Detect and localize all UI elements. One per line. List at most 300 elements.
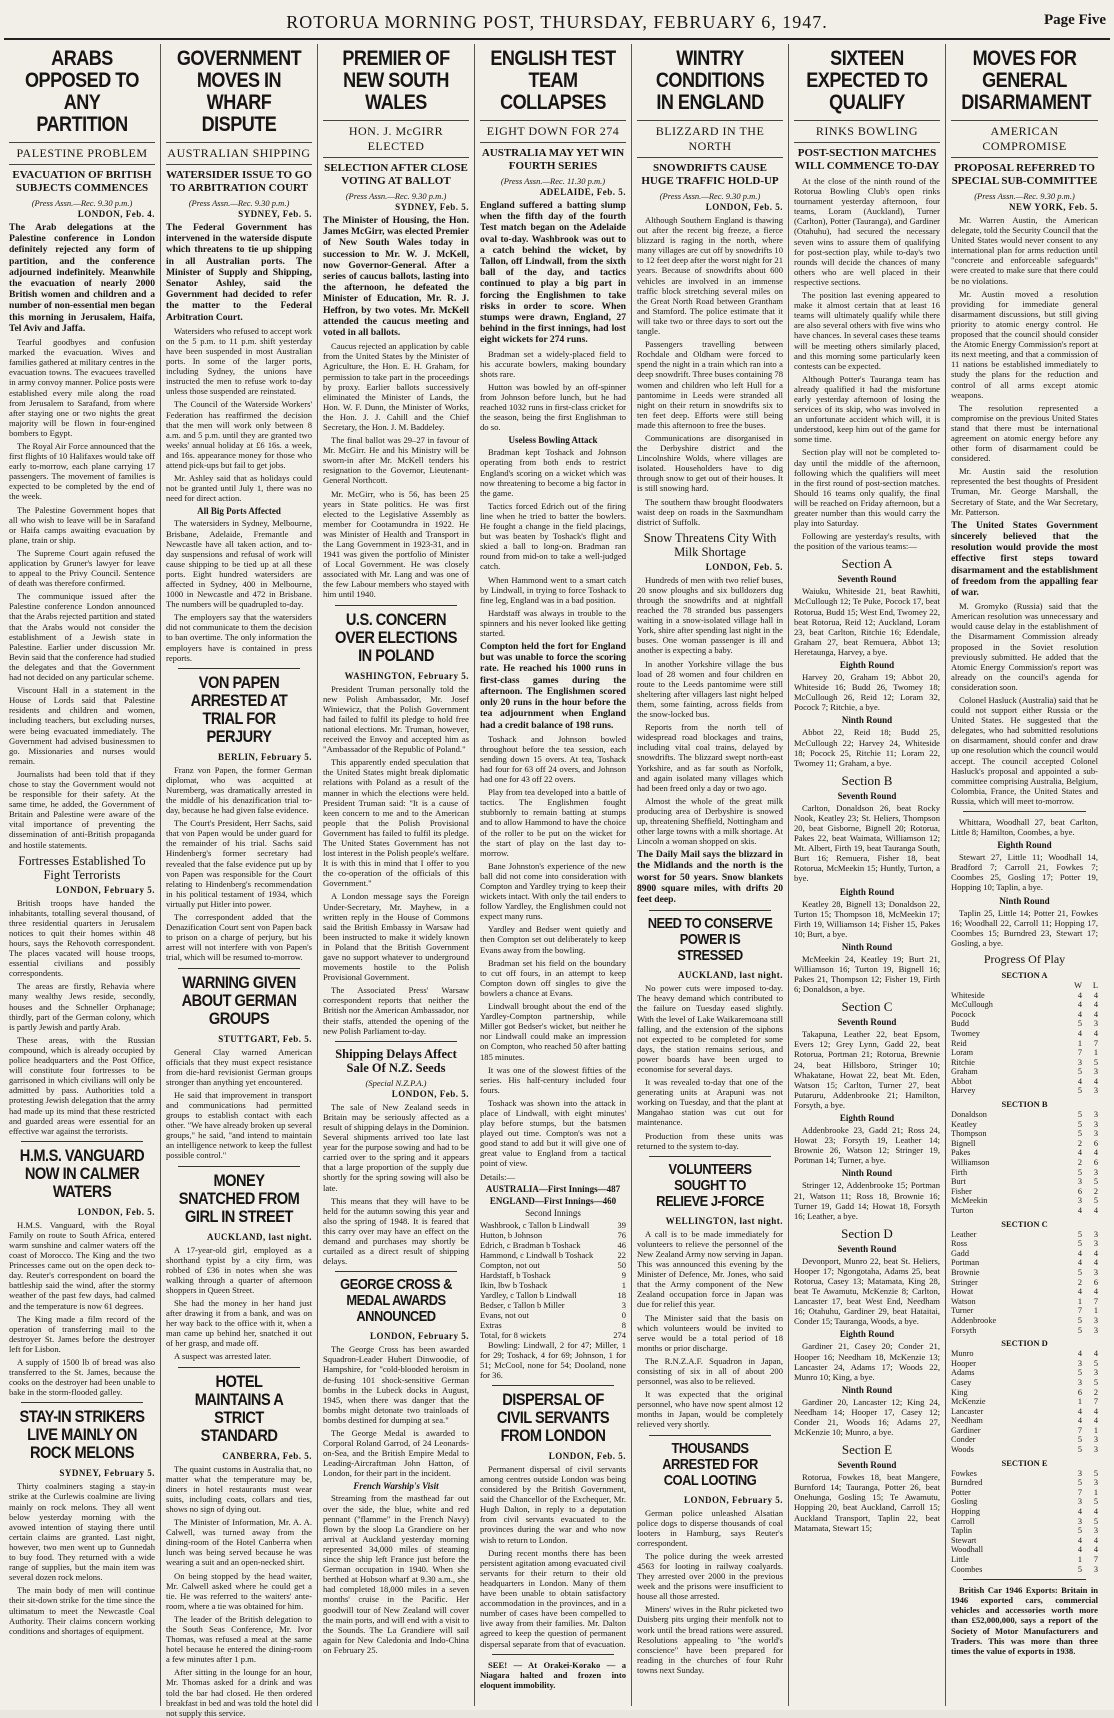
total-label: Total, for 8 wickets <box>480 1329 546 1340</box>
round-heading: Seventh Round <box>837 790 897 801</box>
batsman-runs: 1 <box>621 1279 626 1290</box>
round-heading: Ninth Round <box>841 715 893 726</box>
team-losses: 5 <box>1093 1516 1098 1526</box>
source-line: (Press Assn.—Rec. 9.30 p.m.) <box>188 198 290 208</box>
round-heading: Eighth Round <box>839 660 895 671</box>
divider <box>335 605 457 606</box>
divider <box>178 1166 300 1167</box>
team-wins: 7 <box>1077 1487 1082 1497</box>
divider <box>649 910 771 911</box>
dateline: LONDON, Feb. 5. <box>705 202 783 212</box>
divider <box>21 1141 143 1142</box>
batsman-row <box>480 1300 626 1310</box>
round-results: Rotorua, Fowkes 18, beat Mangere, Burnford 14; Tauranga, Potter 26, beat Onehunga, Gosling 15; Te Awamutu, Hopping 20, beat Auckland, Carroll 15; Auckland Transport, Taplin 22, beat Matamata, Stewart 15; <box>794 1472 940 1533</box>
round-results: Gardiner 21, Casey 20; Conder 21, Hooper 16; Needham 18, McKenzie 13; Lancaster 24, Adams 17; Woods 22, Munro 10; King, a bye. <box>794 1341 940 1382</box>
team-name: McMeekin <box>951 1196 988 1206</box>
round-results: Addenbrooke 23, Gadd 21; Ross 24, Howat 23; Forsyth 19, Leather 14; Brownie 26, Watson 12; Stringer 19, Portman 14; Turner, a bye. <box>794 1125 940 1166</box>
headline: VOLUNTEERS SOUGHT TO RELIEVE J-FORCE <box>656 1160 764 1210</box>
subheading: PALESTINE PROBLEM <box>9 142 155 165</box>
headline: MONEY SNATCHED FROM GIRL IN STREET <box>178 1170 300 1226</box>
paragraph: The Council of the Waterside Workers' Federation has reaffirmed the decision that the men will work only between 8 a.m. and 5 p.m. until they are granted two weeks' annual holiday at £6 16s. a week, and 16s. appearance money for those who attend pick-ups but fail to get jobs. <box>166 399 312 471</box>
progress-row <box>951 1297 1098 1307</box>
team-wins: 1 <box>1077 1296 1082 1306</box>
headline: U.S. CONCERN OVER ELECTIONS IN POLAND <box>335 609 457 665</box>
headline: ENGLISH TEST TEAM COLLAPSES <box>490 47 616 114</box>
team-name: Taplin <box>951 1526 973 1536</box>
team-wins: 5 <box>1077 1478 1082 1488</box>
bowling-figures: Bowling: Lindwall, 2 for 47; Miller, 1 for 29; Toshack, 4 for 69; Johnson, 1 for 51; McCool, none for 54; Dooland, none for 36. <box>480 1339 626 1380</box>
subheading: BLIZZARD IN THE NORTH <box>637 120 783 158</box>
subheading: AUSTRALIAN SHIPPING <box>166 142 312 165</box>
team-wins: 2 <box>1077 1138 1082 1148</box>
dateline: LONDON, February 5. <box>370 1331 469 1342</box>
round-heading: Seventh Round <box>837 1460 897 1471</box>
batsman-row <box>480 1250 626 1260</box>
team-losses: 7 <box>1093 1555 1098 1565</box>
paragraph: The main body of men will continue their sit-down strike for the time since the ultimatum to meet the Newcastle Coal Authority. Their claims concern working conditions and shortages of equipment. <box>9 1585 155 1636</box>
progress-row <box>951 991 1098 1001</box>
scorecard-rows <box>480 1220 626 1330</box>
team-losses: 2 <box>1093 1186 1098 1196</box>
subheading: Fortresses Established To Fight Terrorists <box>18 853 146 882</box>
team-wins: 3 <box>1077 1468 1082 1478</box>
dateline: LONDON, Feb. 5. <box>77 1206 155 1217</box>
paragraph: This apparently ended speculation that the United States might break diplomatic relations with Poland as a result of the manner in which the elections were held. President Truman said: "It is a cause of keen concern to me and to the American people that the Polish Provisional Government has failed to fulfil its pledge. The United States Government has not lost interest in the Polish people's welfare. It is with this in mind that I offer to you the co-operation of the officials of this Government." <box>323 757 469 889</box>
section-heading: Section B <box>841 772 893 788</box>
round-results: Abbot 22, Reid 18; Budd 25, McCullough 22; Harvey 24, Whiteside 18; Pocock 25, Ritchie 11; Loram 22, Twomey 11; Graham, a bye. <box>794 727 940 768</box>
paragraph: The Minister said that the basis on which volunteers would be invited to serve would be a total period of 18 months or prior discharge. <box>637 1312 783 1353</box>
paragraph: British troops have handed the inhabitants, totalling several thousand, of three residential quarters in Jerusalem notices to quit their homes within 48 hours, says the Rehovoth correspondent. The places vacated will house troops, essential civilians and possibly correspondents. <box>9 897 155 979</box>
paragraph: The areas are firstly, Rehavia where many wealthy Jews reside, secondly, houses and the Schneller Orphanage; thirdly, part of the German colony, which is partly Jewish and partly Arab. <box>9 981 155 1032</box>
team-losses: 3 <box>1093 1564 1098 1574</box>
deck: WATERSIDER ISSUE TO GO TO ARBITRATION COURT <box>166 169 312 194</box>
team-name: Carroll <box>951 1516 975 1526</box>
team-losses: 6 <box>1093 1277 1098 1287</box>
team-losses: 3 <box>1093 1110 1098 1120</box>
paragraph: The employers say that the watersiders did not communicate to them the decision to ban overtime. The only information the employers have is contained in press reports. <box>166 612 312 663</box>
paragraph: In another Yorkshire village the bus load of 28 women and four children en route to the Leeds pantomime were still sheltering after villagers last night helped them, some fainting, across fields from the snow-locked bus. <box>637 658 783 720</box>
team-losses: 3 <box>1093 1478 1098 1488</box>
team-wins: 5 <box>1077 1110 1082 1120</box>
team-name: Turton <box>951 1206 974 1216</box>
losses-header: L <box>1092 980 1098 990</box>
paragraph: M. Gromyko (Russia) said that the American resolution was unnecessary and would cause delay in the establishment of the Disarmament Commission already proposed in the Soviet resolution previously submitted. He added that the Atomic Energy Commission's report was already on the council's agenda for consideration soon. <box>951 601 1098 692</box>
progress-row <box>951 1306 1098 1316</box>
divider <box>963 1579 1086 1580</box>
headline: NEED TO CONSERVE POWER IS STRESSED <box>647 915 773 965</box>
team-losses: 4 <box>1093 1028 1098 1038</box>
progress-row <box>951 1177 1098 1187</box>
team-wins: 4 <box>1077 990 1082 1000</box>
innings-heading: ENGLAND—First Innings—460 <box>489 1195 617 1206</box>
progress-row <box>951 1517 1098 1527</box>
progress-row <box>951 1158 1098 1168</box>
progress-row <box>951 1067 1098 1077</box>
column-4 <box>475 44 632 1706</box>
batsman-runs: 9 <box>621 1269 626 1280</box>
paragraph: German police unleashed Alsatian police dogs to disperse thousands of coal looters in Hamburg, says Reuter's correspondent. <box>637 1507 783 1548</box>
paragraph: Reports from the north tell of widespread road blockages and trains, including vital coal trains, delayed by snowdrifts. The blizzard swept north-east Yorkshire, and as far south as Norfolk, and again isolated many villages which had been freed only a day or two ago. <box>637 722 783 793</box>
team-losses: 3 <box>1093 1067 1098 1077</box>
team-name: Whiteside <box>951 990 985 1000</box>
progress-row <box>951 1196 1098 1206</box>
paragraph: Passengers travelling between Rochdale and Oldham were forced to spend the night in a train which ran into a deep snowdrift. Three buses containing 78 women and children who left Hull for a pantomime in Leeds were stranded all night on their return in snowdrifts six to ten feet deep. Efforts were still being made this afternoon to free the buses. <box>637 339 783 430</box>
batsman-name: Yardley, c Tallon b Lindwall <box>480 1289 577 1300</box>
team-name: Keatley <box>951 1119 977 1129</box>
team-losses: 3 <box>1093 1267 1098 1277</box>
progress-row <box>951 1388 1098 1398</box>
team-wins: 5 <box>1077 1435 1082 1445</box>
team-losses: 6 <box>1093 1138 1098 1148</box>
team-name: McCullough <box>951 1000 993 1010</box>
batsman-row <box>480 1260 626 1270</box>
team-wins: 7 <box>1077 1425 1082 1435</box>
team-losses: 4 <box>1093 1535 1098 1545</box>
paragraph: At the close of the ninth round of the Rotorua Bowling Club's open rinks tournament yesterday afternoon, four teams, Loram (Auckland), Turner (Carlton), Potter (Tauranga), and Gardiner (Otahuhu), had secured the necessary seven wins to assure them of qualifying for post-section play, while to-day's two rounds will decide the chances of many others who are well placed in their respective sections. <box>794 176 940 287</box>
round-heading: Seventh Round <box>837 574 897 585</box>
team-losses: 3 <box>1093 1119 1098 1129</box>
total-runs: 274 <box>613 1329 626 1340</box>
progress-row <box>951 1129 1098 1139</box>
dateline: LONDON, Feb. 5. <box>548 1450 626 1461</box>
divider <box>178 968 300 969</box>
paragraph: Tearful goodbyes and confusion marked the evacuation. Wives and families gathered at military centres in the evacuation towns. The evacuees travelled in army convoy manner. Police posts were established every mile along the road from Jerusalem to Sarafand, from where after staying one or two nights the great majority will be flown in four-engined bombers to Egypt. <box>9 337 155 438</box>
team-wins: 3 <box>1077 1377 1082 1387</box>
round-results: Keatley 28, Bignell 13; Donaldson 22, Turton 15; Thompson 18, McMeekin 17; Firth 19, Williamson 14; Fisher 15, Pakes 10; Burt, a bye. <box>794 898 940 939</box>
batsman-row <box>480 1230 626 1240</box>
team-name: Munro <box>951 1349 974 1359</box>
progress-row <box>951 1545 1098 1555</box>
column-3 <box>318 44 475 1706</box>
team-losses: 3 <box>1093 1526 1098 1536</box>
deck: PROPOSAL REFERRED TO SPECIAL SUB-COMMITTEE <box>951 162 1098 187</box>
paragraph: The position last evening appeared to make it almost certain that at least 16 teams will ultimately qualify while there are also several others with five wins who have chances. In several cases these teams will be meeting others similarly placed, and this morning some particularly keen contests can be expected. <box>794 290 940 371</box>
paragraph: The Royal Air Force announced that the first flights of 10 Halifaxes would take off early to-morrow, each plane carrying 17 passengers. The movement of families is expected to be completed by the end of the week. <box>9 440 155 502</box>
progress-row <box>951 1368 1098 1378</box>
headline: SIXTEEN EXPECTED TO QUALIFY <box>806 47 928 114</box>
progress-row <box>951 1359 1098 1369</box>
team-losses: 3 <box>1093 1167 1098 1177</box>
headline: ARABS OPPOSED TO ANY PARTITION <box>25 47 139 136</box>
dateline: NEW YORK, Feb. 5. <box>1008 202 1098 212</box>
divider <box>21 1402 143 1403</box>
paragraph: The King made a film record of the operation of transferring mail to the destroyer St. James before the destroyer left for Lisbon. <box>9 1313 155 1354</box>
divider <box>649 1156 771 1157</box>
team-wins: 5 <box>1077 1167 1082 1177</box>
team-name: McKenzie <box>951 1397 986 1407</box>
deck: SNOWDRIFTS CAUSE HUGE TRAFFIC HOLD-UP <box>641 162 779 187</box>
batsman-name: Edrich, c Bradman b Toshack <box>480 1239 581 1250</box>
team-name: Needham <box>951 1416 983 1426</box>
team-losses: 3 <box>1093 1368 1098 1378</box>
team-name: Woods <box>951 1445 974 1455</box>
paragraph: President Truman personally told the new Polish Ambassador, Mr. Josef Winiewicz, that the Polish Government had failed to fulfil its pledge to hold free national elections. Mr. Truman, however, received the Envoy and accepted him as "Ambassador of the Republic of Poland." <box>323 683 469 755</box>
innings-heading: AUSTRALIA—First Innings—487 <box>485 1183 621 1194</box>
team-wins: 5 <box>1077 1325 1082 1335</box>
advert-note: SEE! — At Orakei-Korako — a Niagara halted and frozen into eloquent immobility. <box>480 1659 626 1690</box>
lead-paragraph: The Federal Government has intervened in the waterside dispute which threatens to tie up shipping in all Australian ports. The Minister of Supply and Shipping, Senator Ashley, said the Government had decided to refer the matter to the Federal Arbitration Court. <box>166 222 312 323</box>
paragraph: Mr. Warren Austin, the American delegate, told the Security Council that the United States would never consent to any international plan for arms reduction until "concrete and enforceable safeguards" were created to make sure that there could be no violations. <box>951 215 1098 286</box>
batsman-row <box>480 1310 626 1320</box>
team-wins: 5 <box>1077 1564 1082 1574</box>
team-name: Reid <box>951 1038 967 1048</box>
paragraph: Although Southern England is thawing out after the recent big freeze, a fierce blizzard is raging in the north, where many villages are cut off by snowdrifts 10 to 12 feet deep after the worst night for 21 years. Because of snowdrifts about 600 vehicles are involved in an immense traffic block stretching several miles on the Great North Road between Grantham and Stamford. The police estimate that it will take two or three days to sort out the tangle. <box>637 215 783 337</box>
progress-row <box>951 1488 1098 1498</box>
minor-heading: All Big Ports Affected <box>197 506 281 517</box>
team-losses: 4 <box>1093 1076 1098 1086</box>
headline: GEORGE CROSS & MEDAL AWARDS ANNOUNCED <box>340 1276 452 1326</box>
team-losses: 4 <box>1093 1287 1098 1297</box>
paragraph: Miners' wives in the Ruhr picketed two Duisberg pits urging their menfolk not to work until the bread rations were assured. Resolutions appealing to "the world's conscience" have been prepared for reading in the churches of four Ruhr towns next Sunday. <box>637 1604 783 1675</box>
team-name: Fowkes <box>951 1468 977 1478</box>
paragraph: Hutton was bowled by an off-spinner from Johnson before lunch, but he had reached 1032 runs in first-class cricket for the season, being the first Englishman to do so. <box>480 381 626 433</box>
team-wins: 3 <box>1077 1497 1082 1507</box>
team-losses: 4 <box>1093 1206 1098 1216</box>
batsman-row <box>480 1220 626 1230</box>
batsman-runs: 46 <box>617 1239 626 1250</box>
dateline: WASHINGTON, February 5. <box>344 670 469 681</box>
headline: STAY-IN STRIKERS LIVE MAINLY ON ROCK MELONS <box>19 1407 145 1463</box>
progress-row <box>951 1206 1098 1216</box>
column-5 <box>632 44 789 1706</box>
round-results: Gardiner 20, Lancaster 12; King 24, Needham 14; Hooper 17, Casey 12; Conder 21, Woods 16; Adams 27, McKenzie 10; Munro, a bye. <box>794 1396 940 1438</box>
team-name: Burt <box>951 1177 966 1187</box>
team-name: Lancaster <box>951 1406 984 1416</box>
progress-row <box>951 1416 1098 1426</box>
team-wins: 3 <box>1077 1057 1082 1067</box>
progress-row <box>951 1230 1098 1240</box>
team-wins: 4 <box>1077 1287 1082 1297</box>
paragraph: The resolution represented a compromise on the previous United States stand that there must be international agreement on atomic energy before any other form of disarmament could be considered. <box>951 402 1098 464</box>
team-name: Pocock <box>951 1009 976 1019</box>
progress-header-spacer <box>951 981 1066 991</box>
team-losses: 6 <box>1093 1158 1098 1168</box>
paragraph: Section play will not be completed to-day until the middle of the afternoon, following which the qualifiers will meet in the first round of post-section matches. Should 16 teams only qualify, the final will be reached on Friday afternoon, but a greater number than this would carry the play into Saturday. <box>794 447 940 529</box>
team-name: Howat <box>951 1287 974 1297</box>
progress-row <box>951 1526 1098 1536</box>
team-wins: 5 <box>1077 1129 1082 1139</box>
column-2 <box>161 44 318 1718</box>
headline: MOVES FOR GENERAL DISARMAMENT <box>961 47 1092 114</box>
paragraph: The Associated Press' Warsaw correspondent reports that neither the British nor the American Ambassador, nor their staffs, attended the opening of the new Polish Parliament to-day. <box>323 985 469 1036</box>
team-losses: 7 <box>1093 1038 1098 1048</box>
dateline: AUCKLAND, last night. <box>206 1231 312 1242</box>
subheading: HON. J. McGIRR ELECTED <box>323 120 469 158</box>
team-wins: 4 <box>1077 1507 1082 1517</box>
paragraph: The Court's President, Herr Sachs, said that von Papen would be under guard for the remainder of his trial. Sachs said Hindenberg's former secretary had revealed that the false evidence put up by von Papen was responsible for the Court relating to Hindenberg's recommendation in his political testament of 1934, which virtually put Hitler into power. <box>166 818 312 909</box>
team-name: Ross <box>951 1239 968 1249</box>
dateline: SYDNEY, February 5. <box>59 1468 155 1479</box>
team-name: Burndred <box>951 1478 983 1488</box>
paragraph: The Supreme Court again refused the application by Gruner's lawyer for leave to appeal to the Privy Council. Sentence of death was therefore confirmed. <box>9 547 155 589</box>
team-losses: 3 <box>1093 1019 1098 1029</box>
team-wins: 1 <box>1077 1555 1082 1565</box>
batsman-name: Hardstaff, b Toshack <box>480 1269 551 1280</box>
divider <box>335 1041 457 1042</box>
paragraph: Streaming from the masthead far out over the side, the blue, white and red pennant ("flamme" in the French Navy) flown by the sloop La Grandiere on her arrival at Auckland yesterday morning represented 34,000 miles of steaming since the ship left France just before the German occupation in 1940. When she berthed at Hobson wharf at 9.30 a.m., she had completed 18,000 miles in a seven months' cruise in the Pacific. Her goodwill tour of New Zealand will cover the main ports, and will end with a visit to the Sounds. The La Grandiere will sail again for New Caledonia and Indo-China on February 25. <box>323 1493 469 1655</box>
scorecard-total <box>480 1330 626 1340</box>
progress-row <box>951 1148 1098 1158</box>
paragraph: She had the money in her hand just after drawing it from a bank, and was on her way back to the office with it, when a man came up behind her, snatched it out of her grasp, and made off. <box>166 1298 312 1349</box>
team-wins: 4 <box>1077 1248 1082 1258</box>
team-losses: 5 <box>1093 1468 1098 1478</box>
team-wins: 4 <box>1077 1416 1082 1426</box>
team-wins: 7 <box>1077 1048 1082 1058</box>
progress-row <box>951 1058 1098 1068</box>
news-columns <box>4 44 1110 1718</box>
dateline: LONDON, Feb. 5. <box>705 561 783 572</box>
team-losses: 7 <box>1093 1397 1098 1407</box>
team-wins: 5 <box>1077 1239 1082 1249</box>
team-name: Woodhall <box>951 1545 984 1555</box>
paragraph: He said that improvement in transport and communications had permitted groups to establish contact with each other. "We have already broken up several groups," he said, "and intend to maintain an intelligence network to keep the fullest possible control." <box>166 1089 312 1161</box>
team-wins: 4 <box>1077 1076 1082 1086</box>
progress-header-row <box>951 981 1098 991</box>
team-name: Abbot <box>951 1076 972 1086</box>
progress-section-heading: SECTION A <box>1001 969 1048 980</box>
paragraph: Production from these units was returned to the system to-day. <box>637 1130 783 1151</box>
team-losses: 5 <box>1093 1497 1098 1507</box>
progress-row <box>951 1497 1098 1507</box>
team-name: Adams <box>951 1368 975 1378</box>
dateline: AUCKLAND, last night. <box>677 970 783 981</box>
progress-row <box>951 1019 1098 1029</box>
column-1 <box>4 44 161 1706</box>
paragraph: Bane Johnston's experience of the new ball did not come into consideration with Compton and Yardley trying to keep their wickets intact. With only the tail enders to follow Yardley, the Englishmen could not expect many runs. <box>480 860 626 922</box>
bowling-results <box>794 556 940 1532</box>
paragraph: A supply of 1500 lb of bread was also transferred to the St. James, because the cooks on the destroyer had been unable to bake in the storm-flooded galley. <box>9 1357 155 1398</box>
team-wins: 3 <box>1077 1177 1082 1187</box>
team-losses: 1 <box>1093 1306 1098 1316</box>
paragraph: The leader of the British delegation to the South Seas Conference, Mr. Ivor Thomas, was refused a meal at the same hotel because he entered the dining-room a few minutes after 1 p.m. <box>166 1613 312 1665</box>
team-wins: 3 <box>1077 1196 1082 1206</box>
batsman-runs: 0 <box>621 1309 626 1320</box>
team-losses: 1 <box>1093 1487 1098 1497</box>
round-heading: Ninth Round <box>841 941 893 952</box>
minor-heading: Useless Bowling Attack <box>508 435 598 446</box>
team-name: Little <box>951 1555 969 1565</box>
section-heading: Section D <box>841 1225 893 1241</box>
column-6 <box>789 44 946 1706</box>
masthead-rule <box>4 38 1110 40</box>
team-losses: 1 <box>1093 1048 1098 1058</box>
batsman-runs: 3 <box>621 1299 626 1310</box>
team-name: Loram <box>951 1048 974 1058</box>
team-wins: 5 <box>1077 1315 1082 1325</box>
scorecard-label: Details:— <box>480 1171 515 1182</box>
team-wins: 5 <box>1077 1368 1082 1378</box>
paragraph: Hardstaff was always in trouble to the spinners and his never looked like getting started. <box>480 607 626 638</box>
batsman-runs: 22 <box>617 1249 626 1260</box>
paragraph: Caucus rejected an application by cable from the United States by the Minister of Agriculture, the Hon. E. H. Graham, for permission to take part in the proceedings by proxy. Earlier ballots successively eliminated the Minister of Lands, the Hon. W. F. Dunn, the Minister of Works, the Hon. J. J. Cahill and the Chief Secretary, the Hon. J. M. Baddeley. <box>323 341 469 432</box>
paragraph: Bradman kept Toshack and Johnson operating from both ends to restrict England's scoring on a wicket which was now threatening to become a big factor in the game. <box>480 447 626 498</box>
paragraph: It was one of the slowest fifties of the series. His half-century included four fours. <box>480 1064 626 1095</box>
paragraph: The watersiders in Sydney, Melbourne, Brisbane, Adelaide, Fremantle and Newcastle have all taken action, and to-day suspensions and refusal of work will cause shipping to be tied up at all these ports. Eight hundred watersiders are affected in Sydney, 400 in Melbourne, 1000 in Newcastle and 472 in Brisbane. The numbers will be quadrupled to-day. <box>166 518 312 610</box>
round-heading: Eighth Round <box>997 840 1052 851</box>
team-wins: 5 <box>1077 1229 1082 1239</box>
headline: PREMIER OF NEW SOUTH WALES <box>342 47 450 114</box>
paragraph: This means that they will have to be held for the autumn sowing this year and also the spring of 1948. It is feared that this carry over may have an effect on the demand and purchases may shortly be curtailed as a direct result of shipping delays. <box>323 1195 469 1267</box>
team-losses: 4 <box>1093 1349 1098 1359</box>
team-losses: 5 <box>1093 1177 1098 1187</box>
team-name: Graham <box>951 1067 978 1077</box>
progress-row <box>951 1168 1098 1178</box>
team-wins: 6 <box>1077 1387 1082 1397</box>
paragraph: Whittara, Woodhall 27, beat Carlton, Little 8; Hamilton, Coombes, a bye. <box>951 817 1098 838</box>
section-heading: Section C <box>841 999 893 1015</box>
batsman-row <box>480 1240 626 1250</box>
dateline: CANBERRA, Feb. 5. <box>222 1450 312 1461</box>
divider <box>649 1435 771 1436</box>
round-results: Harvey 20, Graham 19; Abbot 20, Whiteside 16; Budd 26, Twomey 18; McCullough 26, Reid 12; Loram 32, Pocock 7; Ritchie, a bye. <box>794 672 940 713</box>
team-wins: 5 <box>1077 1067 1082 1077</box>
progress-row <box>951 1139 1098 1149</box>
batsman-name: Hammond, c Lindwall b Toshack <box>480 1249 594 1260</box>
wins-header: W <box>1074 980 1082 990</box>
dateline: BERLIN, February 5. <box>217 751 312 762</box>
team-losses: 4 <box>1093 1507 1098 1517</box>
highlight-paragraph: The United States Government sincerely believed that the resolution would provide the most effective first steps toward disarmament and the establishment of freedom from the appalling fear of war. <box>951 519 1098 598</box>
paragraph: Almost the whole of the great milk producing area of Derbyshire is snowed up, threatening Sheffield, Nottingham and other large towns with a milk shortage. At Lincoln a woman shopped on skis. <box>637 795 783 847</box>
round-heading: Eighth Round <box>839 1113 895 1124</box>
paragraph: The communique issued after the Palestine conference London announced that the Arabs rejected partition and stated that the Arabs would not consider the establishment of a Jewish state in Palestine. Earlier under discussion Mr. Bevin said that the conference had studied the delegates and that the Government had not decided on any particular scheme. <box>9 591 155 683</box>
team-name: Thompson <box>951 1129 987 1139</box>
deck: EVACUATION OF BRITISH SUBJECTS COMMENCES <box>12 169 152 194</box>
paragraph: It was revealed to-day that one of the generating units at Arapuni was not working on Tuesday, and that the plant at Mangahao station was cut out for maintenance. <box>637 1077 783 1128</box>
paragraph: The police during the week arrested 4563 for looting in railway coalyards. They arrested over 2000 in the previous week and the prisons were insufficient to house all those arrested. <box>637 1550 783 1602</box>
paragraph: A call is to be made immediately for volunteers to relieve the personnel of the New Zealand Army now serving in Japan. This was announced this evening by the Minister of Defence, Mr. Jones, who said that the Army component of the New Zealand occupation force in Japan was due for relief this year. <box>637 1228 783 1310</box>
team-wins: 4 <box>1077 1206 1082 1216</box>
team-wins: 4 <box>1077 1406 1082 1416</box>
round-results: Devonport, Munro 22, beat St. Heliers, Hooper 17; Ngongotaha, Adams 25, beat Rotorua, Casey 13; Matamata, King 28, beat Te Awamutu, McKenzie 8; Carlton, Lancaster 17, beat West End, Needham 16; Otahuhu, Gardiner 29, beat Hataitai, Conder 15; Tauranga, Woods, a bye. <box>794 1255 940 1327</box>
team-losses: 7 <box>1093 1296 1098 1306</box>
divider <box>492 1654 614 1655</box>
paragraph: General Clay warned American officials that they must expect resistance from die-hard revisionist German groups stronger than anything yet encountered. <box>166 1046 312 1087</box>
team-wins: 1 <box>1077 1397 1082 1407</box>
round-heading: Eighth Round <box>839 1329 895 1340</box>
team-losses: 4 <box>1093 1406 1098 1416</box>
progress-row <box>951 1077 1098 1087</box>
lead-paragraph: England suffered a batting slump when the fifth day of the fourth Test match began on the Adelaide oval to-day. Washbrook was out to a catch behind the wicket, by Tallon, off Lindwall, from the sixth ball of the day, and tactics continued to play a big part in forcing the Englishmen to take risks in order to score. When stumps were drawn, England, 27 behind in the first innings, had lost eight wickets for 274 runs. <box>480 200 626 346</box>
dateline: SYDNEY, Feb. 5. <box>238 209 312 219</box>
paragraph: The sale of New Zealand seeds in Britain may be seriously affected as a result of shipping delays in the Dominion. Several shipments arrived too late last year for the purpose sowing and had to be carried over to the spring and it appears that a large proportion of the supply due shortly for the spring sowing will also be late. <box>323 1101 469 1193</box>
team-name: Donaldson <box>951 1110 987 1120</box>
round-results: Stringer 12, Addenbrooke 15; Portman 21, Watson 11; Ross 18, Brownie 16; Turner 19, Gadd 14; Howat 18, Forsyth 16; Leather, a bye. <box>794 1180 940 1221</box>
headline: DISPERSAL OF CIVIL SERVANTS FROM LONDON <box>496 1389 610 1445</box>
round-results: Carlton, Donaldson 26, beat Rocky Nook, Keatley 23; St. Heliers, Thompson 20, beat Gisborne, Bignell 20; Rotorua, Pakes 22, beat Waimata, Williamson 12; Mt. Albert, Firth 19, beat Tauranga South, Burt 16; Remuera, Fisher 18, beat Rotorua, McMeekin 15; Huntly, Turton, a bye. <box>794 802 940 884</box>
page-number: Page Five <box>1043 12 1106 28</box>
team-wins: 3 <box>1077 1516 1082 1526</box>
paragraph: No power cuts were imposed to-day. The heavy demand which contributed to the failure on Tuesday eased slightly. With the level of Lake Waikaremoana still falling, and the extension of the siphons not expected to be completed for some days, the station remains serious, and power boards have been urged to economise for several days. <box>637 983 783 1075</box>
headline: WARNING GIVEN ABOUT GERMAN GROUPS <box>181 972 297 1028</box>
paragraph: Although Potter's Tauranga team has already qualified it had the misfortune early yesterday afternoon of losing the services of its skip, who was involved in an unfortunate accident which will, it is understood, keep him out of the game for some time. <box>794 373 940 445</box>
round-heading: Seventh Round <box>837 1243 897 1254</box>
team-losses: 5 <box>1093 1057 1098 1067</box>
team-name: Addenbrooke <box>951 1315 997 1325</box>
batsman-runs: 18 <box>617 1289 626 1300</box>
section-heading: Section E <box>841 1442 893 1458</box>
team-wins: 4 <box>1077 1148 1082 1158</box>
team-name: Gardiner <box>951 1425 981 1435</box>
source-line: (Press Assn.—Rec. 9.30 p.m.) <box>659 191 761 201</box>
dateline: LONDON, February 5. <box>684 1494 783 1505</box>
progress-row <box>951 1278 1098 1288</box>
paragraph: Toshack and Johnson bowled throughout before the tea session, each sending down 15 overs. At tea, Toshack had four for 63 off 24 overs, and Johnson had one for 43 off 22 overs. <box>480 733 626 785</box>
batsman-name: Washbrook, c Tallon b Lindwall <box>480 1219 590 1230</box>
batsman-runs: 39 <box>617 1219 626 1230</box>
team-losses: 3 <box>1093 1086 1098 1096</box>
dateline: STUTTGART, Feb. 5. <box>218 1033 312 1044</box>
